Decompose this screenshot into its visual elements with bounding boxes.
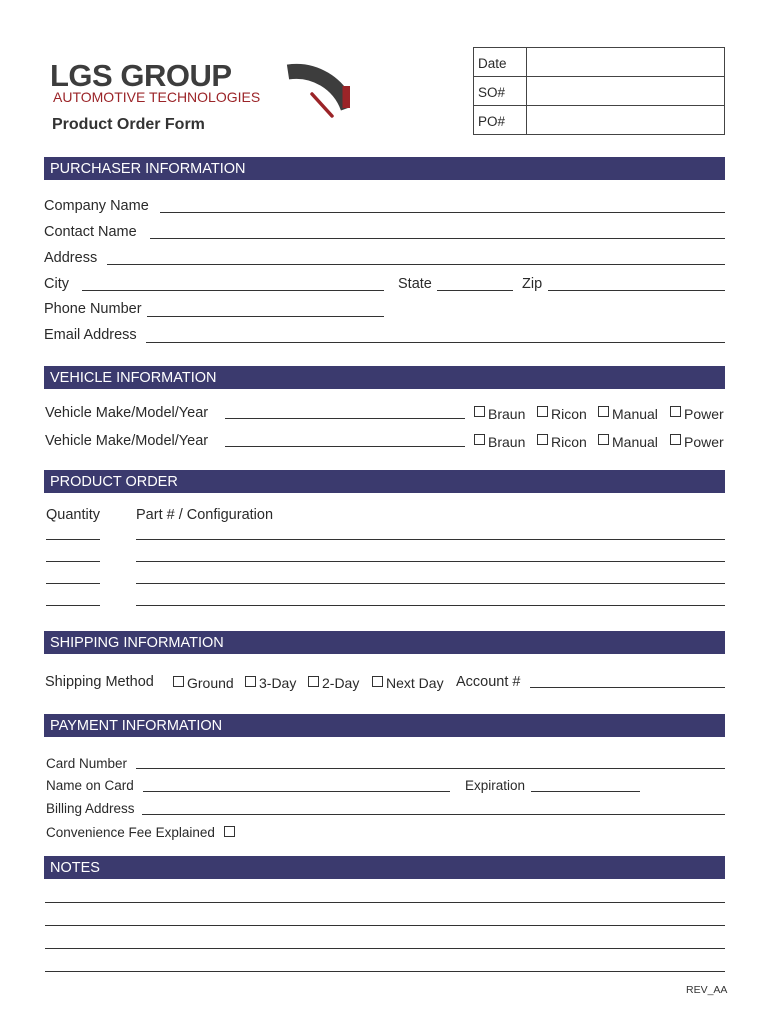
account-label: Account # — [456, 674, 521, 690]
company-name-label: Company Name — [44, 198, 149, 214]
notes-line[interactable] — [45, 902, 725, 903]
quantity-field[interactable] — [46, 539, 100, 540]
braun-label: Braun — [488, 434, 526, 450]
ground-checkbox[interactable] — [173, 676, 184, 687]
account-field[interactable] — [530, 687, 725, 688]
quantity-field[interactable] — [46, 583, 100, 584]
manual-label: Manual — [612, 434, 658, 450]
fee-explained-label: Convenience Fee Explained — [46, 825, 215, 840]
vehicle-field[interactable] — [225, 446, 465, 447]
email-field[interactable] — [146, 342, 725, 343]
city-label: City — [44, 276, 69, 292]
shipping-method-label: Shipping Method — [45, 674, 154, 690]
three-day-label: 3-Day — [259, 675, 297, 691]
logo-tagline: AUTOMOTIVE TECHNOLOGIES — [53, 89, 261, 105]
name-on-card-field[interactable] — [143, 791, 450, 792]
phone-label: Phone Number — [44, 301, 142, 317]
po-field[interactable] — [527, 106, 724, 134]
ricon-checkbox[interactable] — [537, 406, 548, 417]
revision-label: REV_AA — [686, 984, 728, 996]
part-field[interactable] — [136, 539, 725, 540]
vehicle-field[interactable] — [225, 418, 465, 419]
expiration-field[interactable] — [531, 791, 640, 792]
part-field[interactable] — [136, 583, 725, 584]
manual-label: Manual — [612, 406, 658, 422]
quantity-field[interactable] — [46, 605, 100, 606]
date-field[interactable] — [527, 48, 724, 76]
billing-address-label: Billing Address — [46, 801, 135, 816]
two-day-checkbox[interactable] — [308, 676, 319, 687]
vehicle-label: Vehicle Make/Model/Year — [45, 405, 209, 421]
braun-checkbox[interactable] — [474, 434, 485, 445]
state-label: State — [398, 276, 432, 292]
address-field[interactable] — [107, 264, 725, 265]
notes-section-header: NOTES — [44, 856, 725, 879]
payment-section-header: PAYMENT INFORMATION — [44, 714, 725, 737]
billing-address-field[interactable] — [142, 814, 725, 815]
ricon-label: Ricon — [551, 406, 587, 422]
vehicle-label: Vehicle Make/Model/Year — [45, 433, 209, 449]
expiration-label: Expiration — [465, 778, 526, 793]
part-field[interactable] — [136, 561, 725, 562]
vehicle-section-header: VEHICLE INFORMATION — [44, 366, 725, 389]
phone-field[interactable] — [147, 316, 384, 317]
so-field[interactable] — [527, 77, 724, 105]
name-on-card-label: Name on Card — [46, 778, 134, 793]
product-section-header: PRODUCT ORDER — [44, 470, 725, 493]
part-config-label: Part # / Configuration — [136, 507, 274, 523]
notes-line[interactable] — [45, 971, 725, 972]
braun-checkbox[interactable] — [474, 406, 485, 417]
address-label: Address — [44, 250, 98, 266]
manual-checkbox[interactable] — [598, 406, 609, 417]
so-label: SO# — [478, 85, 506, 100]
ricon-checkbox[interactable] — [537, 434, 548, 445]
company-name-field[interactable] — [160, 212, 725, 213]
quantity-label: Quantity — [46, 507, 100, 523]
card-number-field[interactable] — [136, 768, 725, 769]
zip-field[interactable] — [548, 290, 725, 291]
next-day-label: Next Day — [386, 675, 444, 691]
purchaser-section-header: PURCHASER INFORMATION — [44, 157, 725, 180]
city-field[interactable] — [82, 290, 384, 291]
power-label: Power — [684, 406, 724, 422]
ricon-label: Ricon — [551, 434, 587, 450]
manual-checkbox[interactable] — [598, 434, 609, 445]
ground-label: Ground — [187, 675, 234, 691]
logo-brand: LGS GROUP — [50, 58, 232, 93]
two-day-label: 2-Day — [322, 675, 360, 691]
notes-line[interactable] — [45, 925, 725, 926]
date-label: Date — [478, 56, 507, 71]
form-title: Product Order Form — [52, 116, 205, 133]
company-logo — [50, 40, 350, 120]
zip-label: Zip — [522, 276, 543, 292]
fee-explained-checkbox[interactable] — [224, 826, 235, 837]
contact-name-label: Contact Name — [44, 224, 137, 240]
power-checkbox[interactable] — [670, 406, 681, 417]
braun-label: Braun — [488, 406, 526, 422]
notes-line[interactable] — [45, 948, 725, 949]
state-field[interactable] — [437, 290, 513, 291]
power-checkbox[interactable] — [670, 434, 681, 445]
email-label: Email Address — [44, 327, 137, 343]
quantity-field[interactable] — [46, 561, 100, 562]
card-number-label: Card Number — [46, 756, 128, 771]
next-day-checkbox[interactable] — [372, 676, 383, 687]
part-field[interactable] — [136, 605, 725, 606]
po-label: PO# — [478, 114, 506, 129]
power-label: Power — [684, 434, 724, 450]
three-day-checkbox[interactable] — [245, 676, 256, 687]
shipping-section-header: SHIPPING INFORMATION — [44, 631, 725, 654]
contact-name-field[interactable] — [150, 238, 725, 239]
